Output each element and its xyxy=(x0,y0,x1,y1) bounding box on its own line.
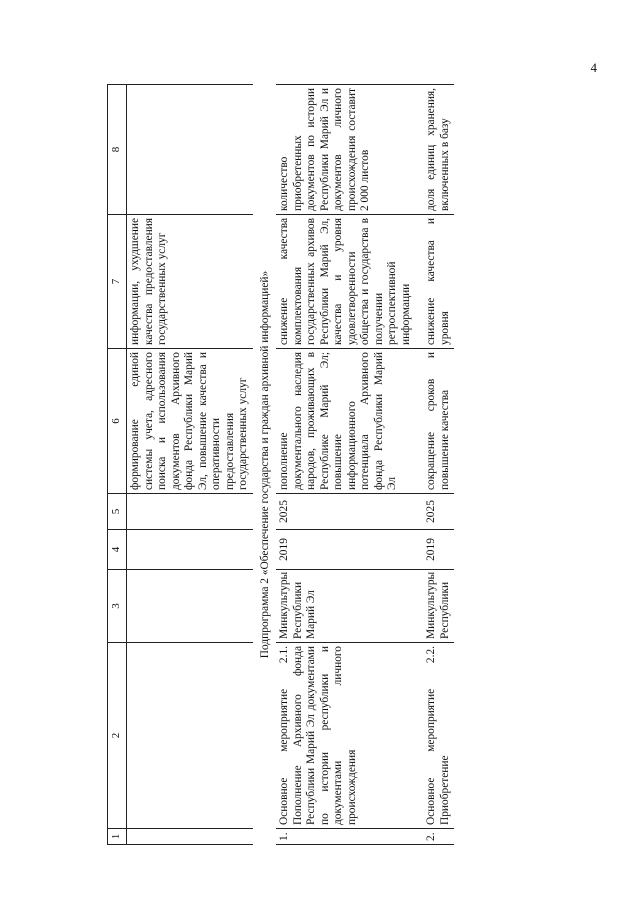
col-header-4: 4 xyxy=(108,530,127,570)
continuation-result: формирование единой системы учета, адресного поиска и использования документов Архивного фонда Республики Марий Эл, повышение качества и оперативности предоставления государственных услуг xyxy=(127,349,253,494)
measure-executor: Минкультуры Республики Марий Эл xyxy=(276,570,415,643)
col-header-8: 8 xyxy=(108,85,127,215)
continuation-row xyxy=(127,85,253,845)
measure-indicator: доля единиц хранения, включенных в базу xyxy=(415,85,454,215)
col-header-5: 5 xyxy=(108,494,127,530)
measure-indicator: количество приобретенных документов по истории Республики Марий Эл и документов личного происхождения составит 2 000 листов xyxy=(276,85,415,215)
col-header-2: 2 xyxy=(108,643,127,829)
measure-end-year: 2025 xyxy=(276,494,415,530)
continuation-indicator xyxy=(127,85,253,215)
table-row xyxy=(276,85,415,845)
measure-consequence: снижение качества комплектования государственных архивов Республики Марий Эл, качества и уровня удовлетворенности общества и государства в получении ретроспективной информации xyxy=(276,215,415,349)
rotated-page xyxy=(107,85,562,845)
subprogram-row xyxy=(253,85,277,845)
col-header-1: 1 xyxy=(108,829,127,845)
page-number: 4 xyxy=(590,60,597,75)
measures-table xyxy=(107,84,454,845)
measure-executor: Минкультуры Республики xyxy=(415,570,454,643)
measure-title: Основное мероприятие 2.1. Пополнение Архивного фонда Республики Марий Эл документами по истории республики и документами личного происхождения xyxy=(276,643,415,829)
measure-start-year: 2019 xyxy=(415,530,454,570)
row-number: 2. xyxy=(415,829,454,845)
measure-result: сокращение сроков и повышение качества xyxy=(415,349,454,494)
measure-consequence: снижение качества и уровня xyxy=(415,215,454,349)
col-header-6: 6 xyxy=(108,349,127,494)
measure-title: Основное мероприятие 2.2. Приобретение xyxy=(415,643,454,829)
measure-start-year: 2019 xyxy=(276,530,415,570)
col-header-3: 3 xyxy=(108,570,127,643)
measure-end-year: 2025 xyxy=(415,494,454,530)
col-header-7: 7 xyxy=(108,215,127,349)
column-number-row xyxy=(108,85,127,845)
row-number: 1. xyxy=(276,829,415,845)
table-row xyxy=(415,85,454,845)
subprogram-title: Подпрограмма 2 «Обеспечение государства и граждан архивной информацией» xyxy=(258,270,271,659)
continuation-consequence: информации, ухудшение качества предоставления государственных услуг xyxy=(127,215,253,349)
measure-result: пополнение документального наследия народов, проживающих в Республике Марий Эл; повышение информационного потенциала Архивного фонда Республики Марий Эл xyxy=(276,349,415,494)
